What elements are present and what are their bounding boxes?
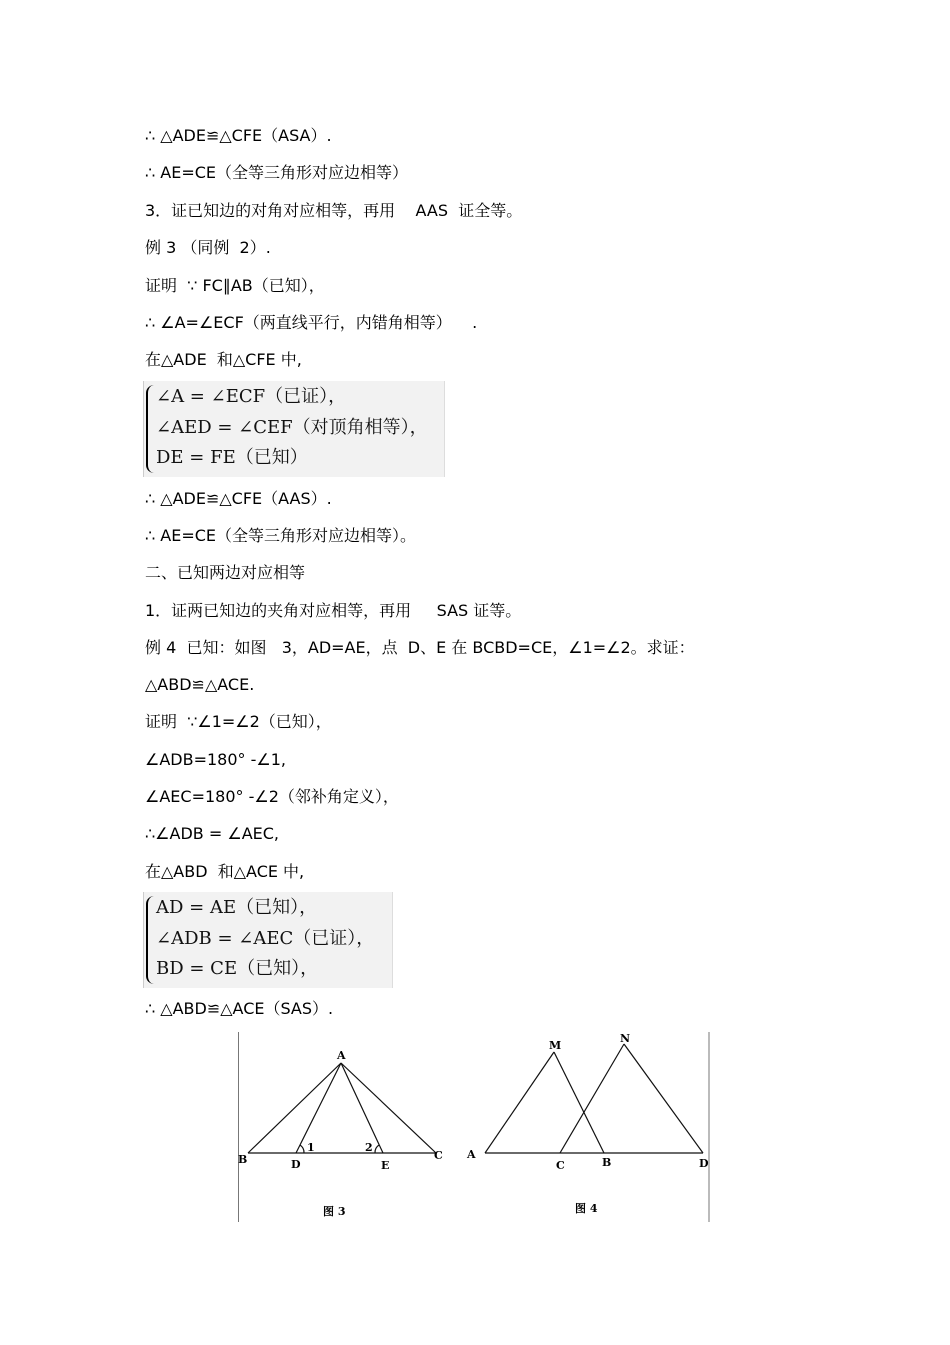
figure-4 xyxy=(485,1044,703,1153)
text-line-5: 证明 ∵ FC∥AB（已知）， xyxy=(145,276,325,295)
system1-row-3: DE = FE（已知） xyxy=(156,447,308,468)
text-line-2: ∴ AE=CE（全等三角形对应边相等） xyxy=(145,163,409,182)
label-b: B xyxy=(238,1153,248,1166)
left-brace xyxy=(146,896,156,984)
figure-3 xyxy=(248,1063,436,1153)
label-c: C xyxy=(434,1149,443,1162)
text-line-1: ∴ △ADE≌△CFE（ASA）. xyxy=(145,126,332,145)
label-d: D xyxy=(291,1158,301,1171)
text-line-7: 在△ADE 和△CFE 中, xyxy=(145,350,302,369)
text-line-18: 在△ABD 和△ACE 中, xyxy=(145,862,305,881)
text-line-15: ∠ADB=180° -∠1, xyxy=(145,750,286,769)
text-line-8: ∴ △ADE≌△CFE（AAS）. xyxy=(145,489,332,508)
system2-row-3: BD = CE（已知）， xyxy=(156,958,319,979)
text-line-11: 1．证两已知边的夹角对应相等，再用 SAS 证等。 xyxy=(145,601,522,620)
system2-row-2: ∠ADB = ∠AEC（已证）， xyxy=(156,928,375,949)
system1-row-2: ∠AED = ∠CEF（对顶角相等）， xyxy=(156,417,428,438)
text-line-4: 例 3 （同例 2）. xyxy=(145,238,271,257)
label-n: N xyxy=(620,1032,631,1045)
equation-system-2 xyxy=(143,892,393,988)
text-line-6: ∴ ∠A=∠ECF（两直线平行，内错角相等） . xyxy=(145,313,478,332)
segment-ab xyxy=(248,1063,341,1153)
equation-system-1 xyxy=(143,381,445,477)
segment-ad xyxy=(296,1063,341,1153)
label-angle-2: 2 xyxy=(365,1141,373,1154)
text-line-16: ∠AEC=180° -∠2（邻补角定义）， xyxy=(145,787,399,806)
label-d-fig4: D xyxy=(699,1157,709,1170)
segment-ae xyxy=(341,1063,383,1153)
segment-mb xyxy=(554,1052,604,1153)
label-e: E xyxy=(381,1159,390,1172)
angle-2-arc xyxy=(375,1145,379,1153)
text-line-9: ∴ AE=CE（全等三角形对应边相等）。 xyxy=(145,526,417,545)
text-line-14: 证明 ∵∠1=∠2（已知）， xyxy=(145,712,332,731)
label-c-fig4: C xyxy=(556,1159,565,1172)
segment-am xyxy=(485,1052,554,1153)
segment-nd xyxy=(624,1044,703,1153)
geometry-figures xyxy=(238,1032,710,1222)
text-line-13: △ABD≌△ACE. xyxy=(145,675,255,694)
label-a: A xyxy=(337,1049,346,1062)
segment-nc xyxy=(560,1044,624,1153)
text-line-17: ∴∠ADB = ∠AEC, xyxy=(145,824,279,843)
segment-ac xyxy=(341,1063,436,1153)
left-brace xyxy=(146,385,156,473)
text-line-19: ∴ △ABD≌△ACE（SAS）. xyxy=(145,999,334,1018)
label-m: M xyxy=(549,1039,562,1052)
section-heading: 二、已知两边对应相等 xyxy=(145,563,306,582)
text-line-3: 3．证已知边的对角对应相等，再用 AAS 证全等。 xyxy=(145,201,523,220)
label-angle-1: 1 xyxy=(307,1141,315,1154)
figures-svg xyxy=(238,1032,710,1222)
label-a-fig4: A xyxy=(467,1148,476,1161)
text-line-12: 例 4 已知：如图 3，AD=AE，点 D、E 在 BCBD=CE，∠1=∠2。求证： xyxy=(145,638,695,657)
system2-row-1: AD = AE（已知）， xyxy=(156,897,318,918)
figure-3-caption: 图 3 xyxy=(323,1205,346,1218)
angle-1-arc xyxy=(300,1145,304,1153)
figure-4-caption: 图 4 xyxy=(575,1202,598,1215)
label-b-fig4: B xyxy=(602,1156,612,1169)
system1-row-1: ∠A = ∠ECF（已证）， xyxy=(156,386,347,407)
